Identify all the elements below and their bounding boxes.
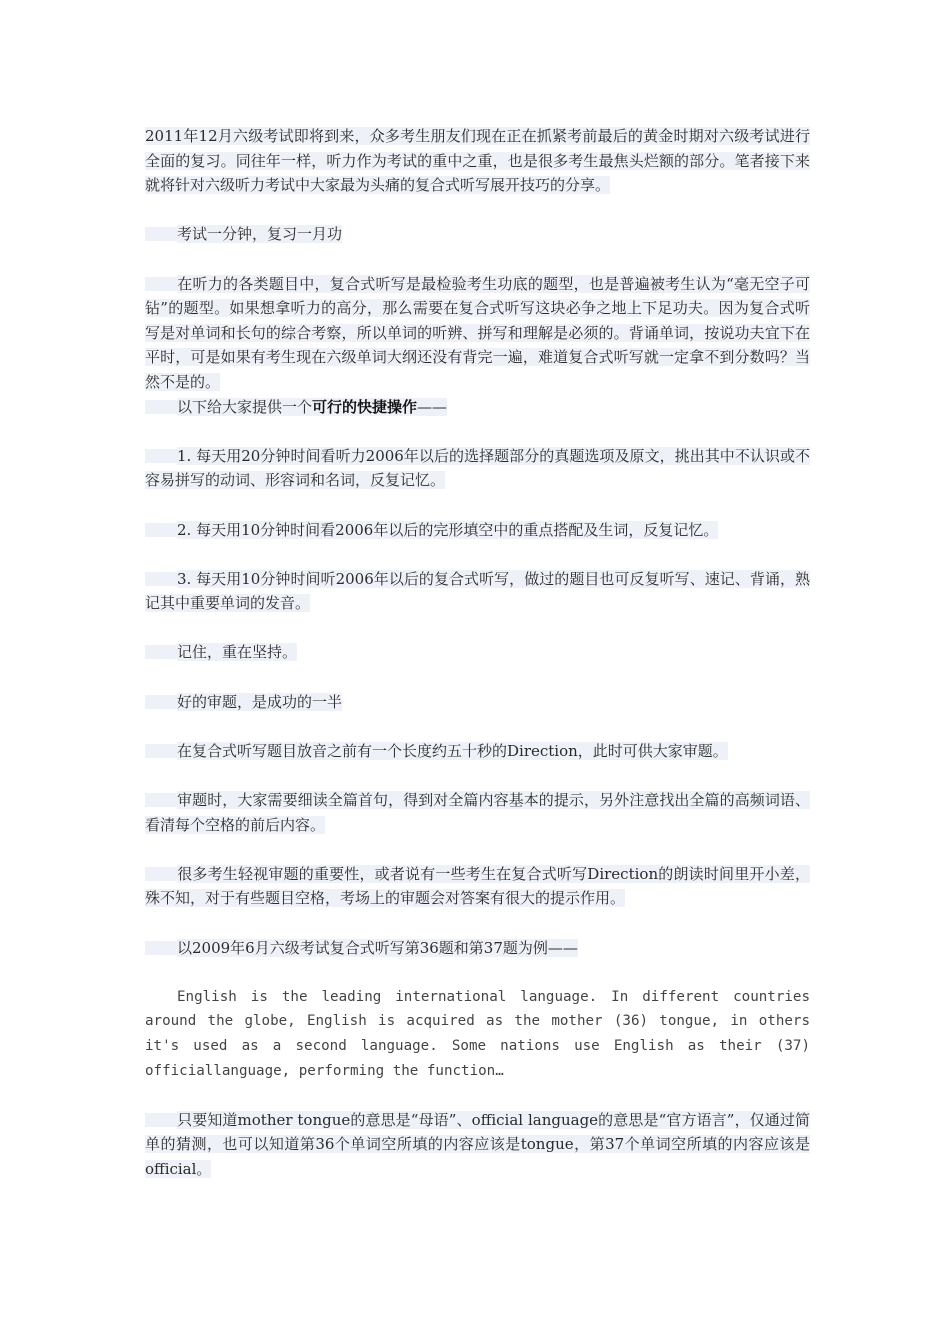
paragraph-quick-method: 以下给大家提供一个可行的快捷操作—— <box>145 395 810 420</box>
intro-paragraph: 2011年12月六级考试即将到来，众多考生朋友们现在正在抓紧考前最后的黄金时期对六级考试进行全面的复习。同往年一样，听力作为考试的重中之重，也是很多考生最焦头烂额的部分。笔者接下来就将针对六级听力考试中大家最为头痛的复合式听写展开技巧的分享。 <box>145 127 810 195</box>
section-heading-review: 考试一分钟，复习一月功 <box>145 222 810 247</box>
paragraph-conclusion: 只要知道mother tongue的意思是“母语”、official language的意思是“官方语言”，仅通过简单的猜测，也可以知道第36个单词空所填的内容应该是tongue，第37个单词空所填的内容应该是official。 <box>145 1110 810 1178</box>
paragraph-reading-tips: 审题时，大家需要细读全篇首句，得到对全篇内容基本的提示，另外注意找出全篇的高频词语、看清每个空格的前后内容。 <box>145 791 810 834</box>
paragraph-compound-dictation: 在听力的各类题目中，复合式听写是最检验考生功底的题型，也是普遍被考生认为“毫无空子可钻”的题型。如果想拿听力的高分，那么需要在复合式听写这块必争之地上下足功夫。因为复合式听写是对单词和长句的综合考察，所以单词的听辨、拼写和理解是必须的。背诵单词，按说功夫宜下在平时，可是如果有考生现在六级单词大纲还没有背完一遍，难道复合式听写就一定拿不到分数吗？当然不是的。 <box>145 274 810 391</box>
document-body <box>145 124 810 1182</box>
list-item-2: 2. 每天用10分钟时间看2006年以后的完形填空中的重点搭配及生词，反复记忆。 <box>145 518 810 543</box>
paragraph-direction: 在复合式听写题目放音之前有一个长度约五十秒的Direction，此时可供大家审题。 <box>145 739 810 764</box>
section-heading-review-questions: 好的审题，是成功的一半 <box>145 690 810 715</box>
list-item-1: 1. 每天用20分钟时间看听力2006年以后的选择题部分的真题选项及原文，挑出其中不认识或不容易拼写的动词、形容词和名词，反复记忆。 <box>145 446 810 490</box>
list-item-3: 3. 每天用10分钟时间听2006年以后的复合式听写，做过的题目也可反复听写、速记、背诵，熟记其中重要单词的发音。 <box>145 569 810 613</box>
remember-line: 记住，重在坚持。 <box>145 640 810 665</box>
paragraph-example-intro: 以2009年6月六级考试复合式听写第36题和第37题为例—— <box>145 936 810 961</box>
english-example-passage: English is the leading international language. In different countries around the globe, English is acquired as the mother (36) tongue, in others it's used as a second language. Some nations use English as their (37) officiallanguage, performing the function… <box>145 988 810 1079</box>
quick-method-emphasis: 可行的快捷操作 <box>312 397 418 416</box>
paragraph-importance: 很多考生轻视审题的重要性，或者说有一些考生在复合式听写Direction的朗读时间里开小差，殊不知，对于有些题目空格，考场上的审题会对答案有很大的提示作用。 <box>145 864 810 908</box>
